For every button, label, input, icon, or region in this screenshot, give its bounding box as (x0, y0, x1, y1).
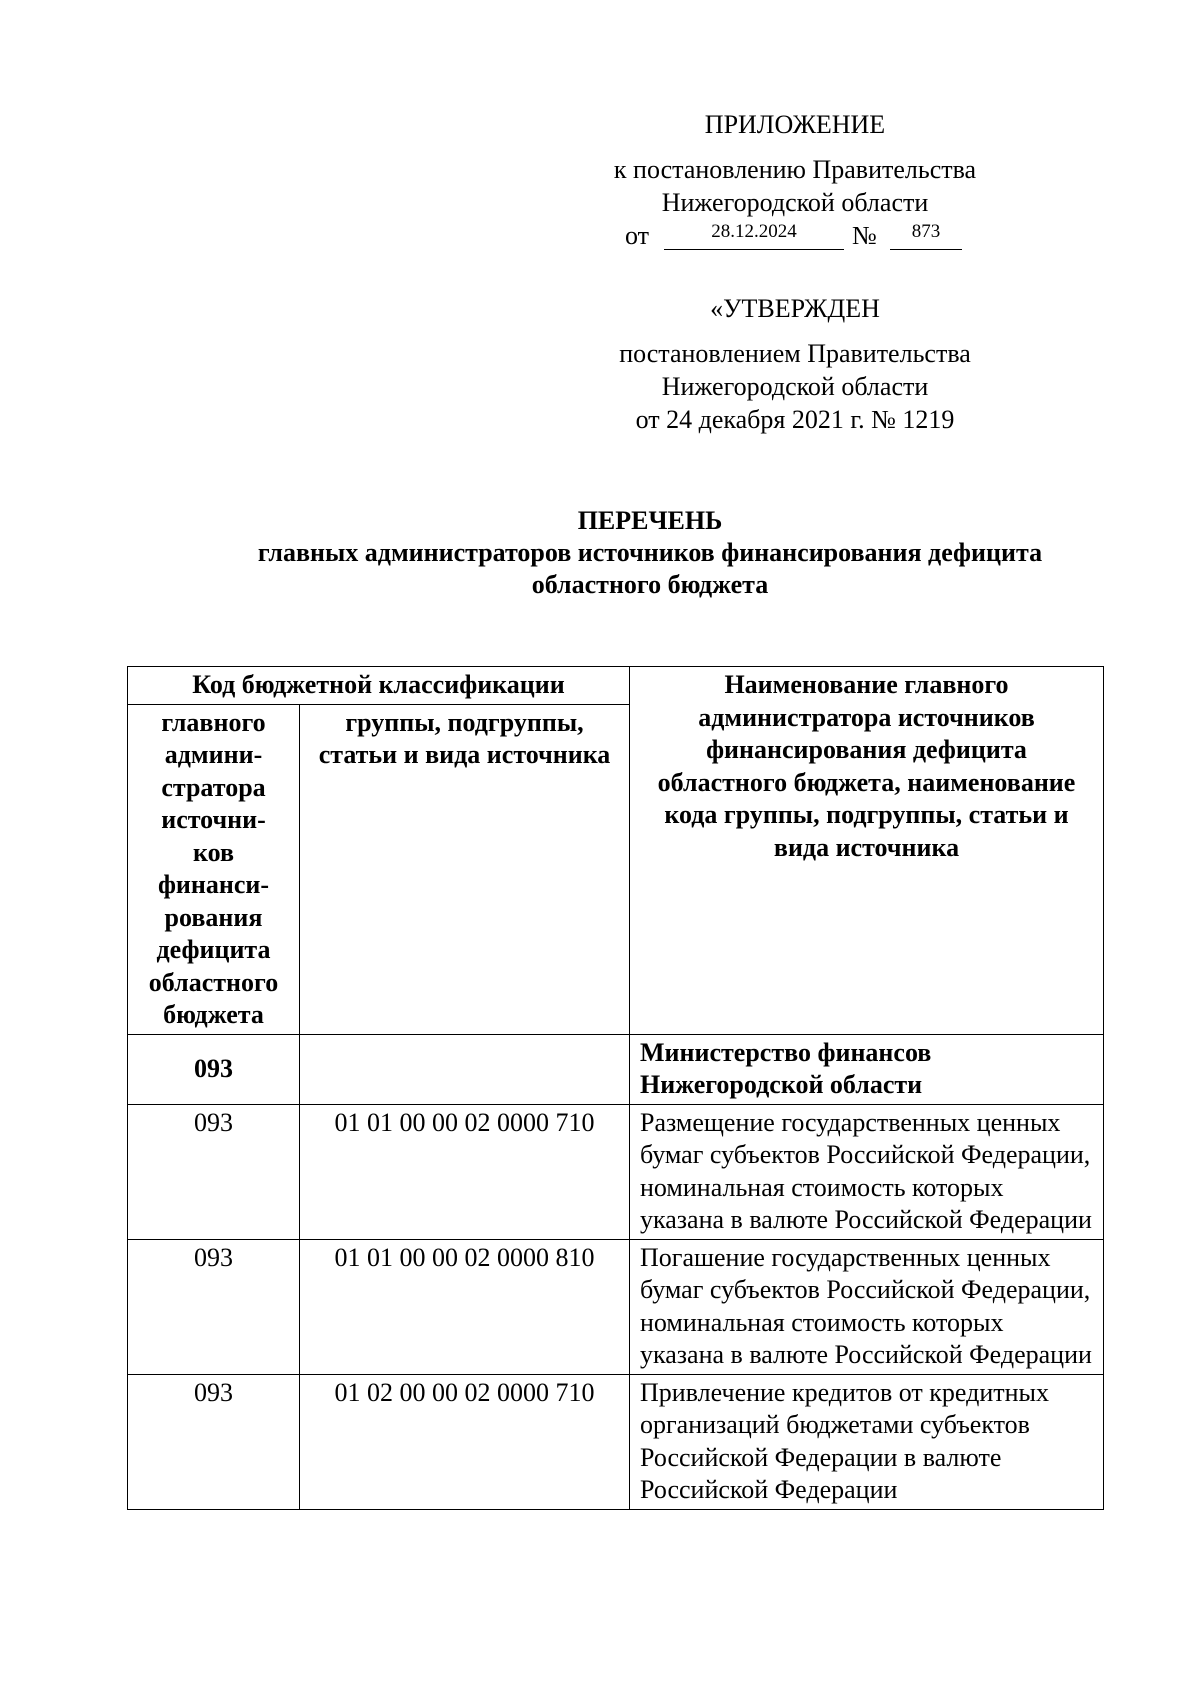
header-admin-line: дефицита (156, 935, 271, 964)
document-title-line-2: главных администраторов источников финансирования дефицита (257, 538, 1043, 567)
appendix-line-1: к постановлению Правительства (613, 155, 977, 184)
header-admin-line: областного (148, 967, 279, 997)
cell-admin-code: 093 (128, 1034, 300, 1104)
header-budget-code: Код бюджетной классификации (128, 667, 630, 705)
cell-source-code: 01 01 00 00 02 0000 710 (300, 1104, 630, 1239)
appendix-line-2: Нижегородской области (661, 188, 929, 217)
cell-admin-code: 093 (128, 1374, 300, 1509)
cell-source-code: 01 02 00 00 02 0000 710 (300, 1374, 630, 1509)
cell-source-code (300, 1034, 630, 1104)
cell-source-code: 01 01 00 00 02 0000 810 (300, 1239, 630, 1374)
document-title-line-1: ПЕРЕЧЕНЬ (577, 506, 723, 535)
decree-number: 873 (911, 221, 941, 242)
header-admin-line: финанси- (157, 870, 270, 899)
cell-name: Размещение государственных ценных бумаг субъектов Российской Федерации, номинальная стоимость которых указана в валюте Российской Федерации (630, 1104, 1104, 1239)
header-admin-line: бюджета (163, 1000, 264, 1029)
table-row (128, 1239, 1104, 1374)
header-admin-line: стратора (161, 772, 266, 802)
header-admin-line: админи- (164, 740, 263, 769)
header-admin-line: главного (161, 707, 266, 737)
table-row (128, 1034, 1104, 1104)
document-title-line-3: областного бюджета (531, 570, 769, 599)
approved-title: «УТВЕРЖДЕН (710, 294, 880, 323)
cell-admin-code: 093 (128, 1104, 300, 1239)
header-admin-line: источни- (161, 805, 266, 834)
header-code: группы, подгруппы, статьи и вида источника (300, 704, 630, 1034)
administrators-table (127, 666, 1104, 1510)
table-row (128, 1374, 1104, 1509)
cell-admin-code: 093 (128, 1239, 300, 1374)
decree-date: 28.12.2024 (711, 221, 797, 242)
header-admin-line: рования (164, 902, 263, 932)
header-name: Наименование главного администратора источников финансирования дефицита областного бюджета, наименование кода группы, подгруппы, статьи и вида источника (630, 667, 1104, 1035)
document-title (180, 505, 1120, 601)
header-admin (128, 704, 300, 1034)
cell-name: Привлечение кредитов от кредитных организаций бюджетами субъектов Российской Федерации в валюте Российской Федерации (630, 1374, 1104, 1509)
header-admin-line: ков (192, 837, 235, 867)
number-sign: № (852, 221, 877, 250)
appendix-block (600, 108, 990, 252)
approved-line-1: постановлением Правительства (619, 339, 971, 368)
appendix-title: ПРИЛОЖЕНИЕ (704, 110, 886, 139)
cell-name: Погашение государственных ценных бумаг субъектов Российской Федерации, номинальная стоимость которых указана в валюте Российской Федерации (630, 1239, 1104, 1374)
approved-block (600, 292, 990, 436)
appendix-date-line (600, 219, 990, 252)
cell-name: Министерство финансов Нижегородской области (630, 1034, 1104, 1104)
table-row (128, 1104, 1104, 1239)
approved-line-3: от 24 декабря 2021 г. № 1219 (635, 405, 955, 434)
date-prefix: от (625, 221, 650, 250)
approved-line-2: Нижегородской области (661, 372, 929, 401)
